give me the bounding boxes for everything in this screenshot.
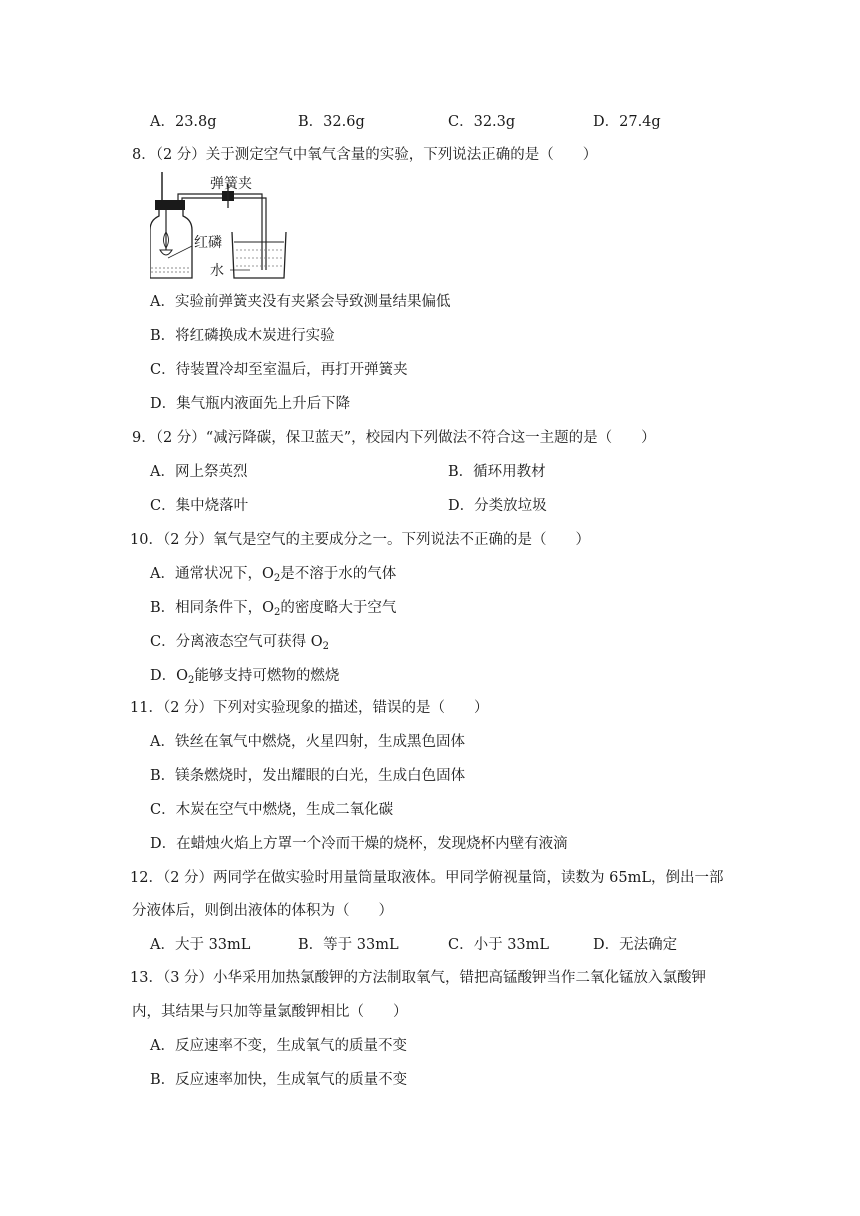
q9-option-d: D．分类放垃圾 — [448, 498, 547, 514]
q12-stem-line1: 12．（2 分）两同学在做实验时用量筒量取液体。甲同学俯视量筒，读数为 65mL，倒出一部 — [130, 870, 724, 886]
q8-option-b: B．将红磷换成木炭进行实验 — [150, 328, 335, 344]
q13-option-a: A．反应速率不变，生成氧气的质量不变 — [150, 1038, 407, 1054]
q7-option-a: A．23.8g — [150, 114, 217, 130]
q11-stem: 11．（2 分）下列对实验现象的描述，错误的是（ ） — [130, 700, 489, 716]
q10-option-c: C．分离液态空气可获得 $O_2$ — [150, 634, 329, 652]
q11-option-d: D．在蜡烛火焰上方罩一个冷而干燥的烧杯，发现烧杯内壁有液滴 — [150, 836, 568, 852]
q9-stem: 9．（2 分）“减污降碳，保卫蓝天”，校园内下列做法不符合这一主题的是（ ） — [132, 430, 656, 446]
q7-option-b: B．32.6g — [298, 114, 365, 130]
q13-option-b: B．反应速率加快，生成氧气的质量不变 — [150, 1072, 408, 1088]
q10-option-b: B．相同条件下，$O_2$的密度略大于空气 — [150, 600, 397, 618]
q8-stem: 8．（2 分）关于测定空气中氧气含量的实验，下列说法正确的是（ ） — [132, 147, 598, 163]
q10-stem: 10．（2 分）氧气是空气的主要成分之一。下列说法不正确的是（ ） — [130, 532, 591, 548]
q8-option-c: C．待装置冷却至室温后，再打开弹簧夹 — [150, 362, 408, 378]
q12-option-a: A．大于 33mL — [150, 937, 251, 953]
label-phosphorus: 红磷 — [194, 235, 222, 251]
q12-option-b: B．等于 33mL — [298, 937, 399, 953]
label-clamp: 弹簧夹 — [210, 176, 252, 192]
q13-stem-line2: 内，其结果与只加等量氯酸钾相比（ ） — [132, 1004, 408, 1020]
q9-option-c: C．集中烧落叶 — [150, 498, 249, 514]
q8-option-d: D．集气瓶内液面先上升后下降 — [150, 396, 351, 412]
q7-option-d: D．27.4g — [593, 114, 661, 130]
q11-option-b: B．镁条燃烧时，发出耀眼的白光，生成白色固体 — [150, 768, 466, 784]
q9-option-a: A．网上祭英烈 — [150, 464, 248, 480]
q7-option-c: C．32.3g — [448, 114, 516, 130]
q10-option-d: D．$O_2$能够支持可燃物的燃烧 — [150, 668, 340, 686]
q12-option-d: D．无法确定 — [593, 937, 678, 953]
label-water: 水 — [210, 263, 224, 279]
q12-stem-line2: 分液体后，则倒出液体的体积为（ ） — [132, 903, 393, 919]
q11-option-c: C．木炭在空气中燃烧，生成二氧化碳 — [150, 802, 394, 818]
q10-option-a: A．通常状况下，$O_2$是不溶于水的气体 — [150, 566, 397, 584]
q11-option-a: A．铁丝在氧气中燃烧，火星四射，生成黑色固体 — [150, 734, 465, 750]
q9-option-b: B．循环用教材 — [448, 464, 546, 480]
q12-option-c: C．小于 33mL — [448, 937, 550, 953]
q13-stem-line1: 13．（3 分）小华采用加热氯酸钾的方法制取氧气，错把高锰酸钾当作二氧化锰放入氯酸钾 — [130, 970, 707, 986]
q8-option-a: A．实验前弹簧夹没有夹紧会导致测量结果偏低 — [150, 294, 451, 310]
